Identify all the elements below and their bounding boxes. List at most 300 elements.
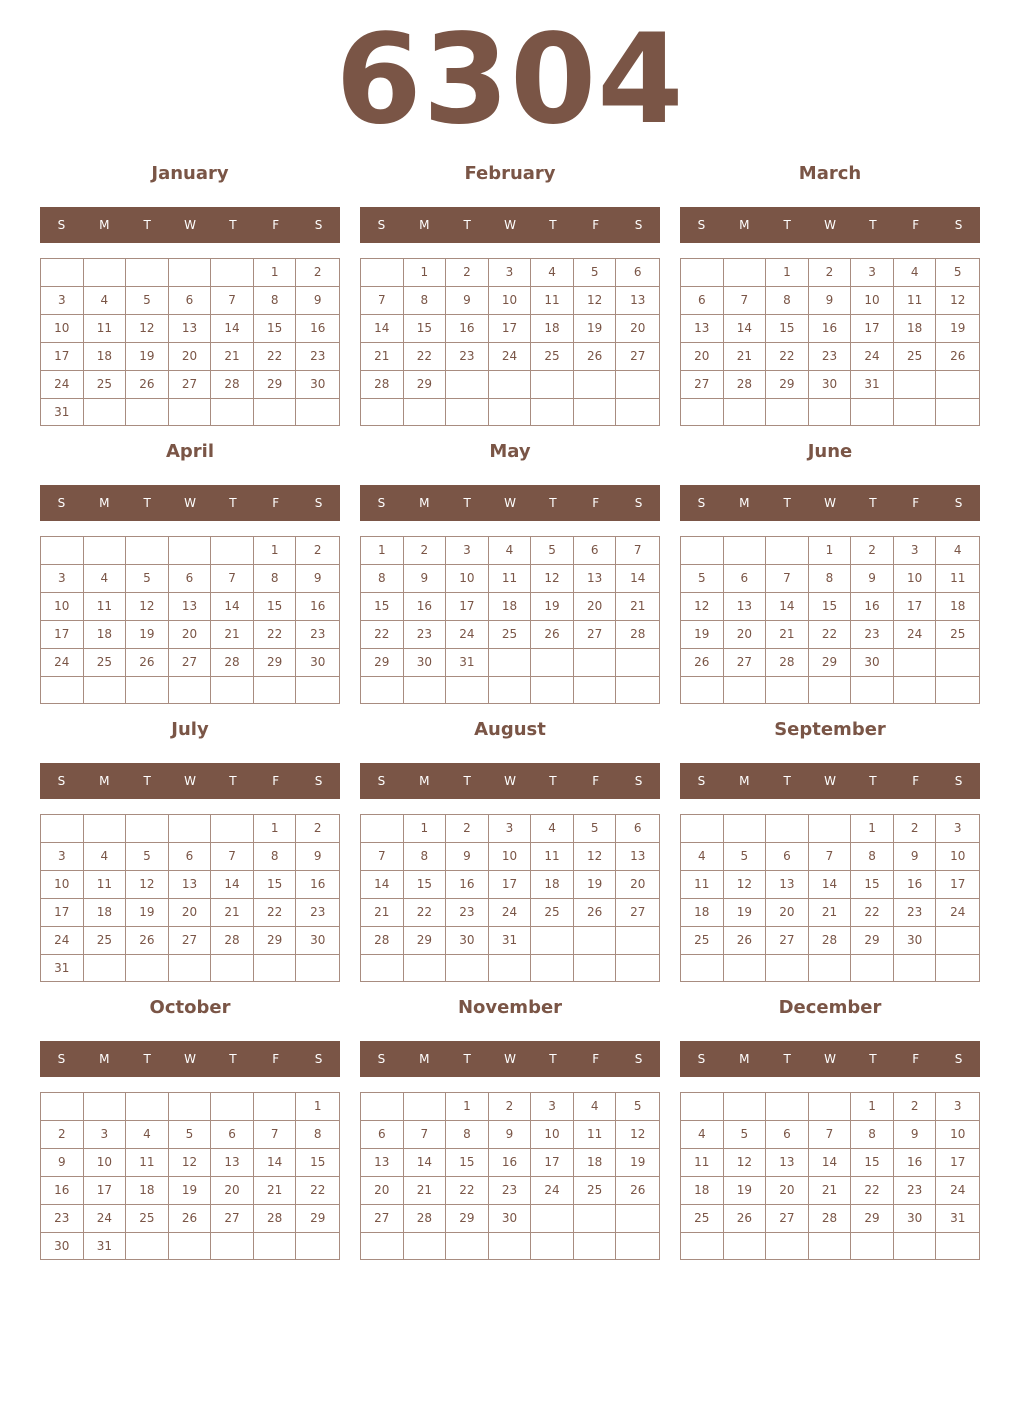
day-cell: 16 xyxy=(296,315,339,343)
day-cell: 22 xyxy=(446,1177,489,1205)
month-name: April xyxy=(165,441,215,462)
day-cell: 29 xyxy=(254,927,297,955)
day-cell: 18 xyxy=(84,343,127,371)
day-cell: 3 xyxy=(489,815,532,843)
empty-cell xyxy=(936,677,979,703)
day-cell: 23 xyxy=(894,899,937,927)
day-cell: 9 xyxy=(894,1121,937,1149)
day-cell: 22 xyxy=(809,621,852,649)
day-cell: 11 xyxy=(84,593,127,621)
day-cell: 29 xyxy=(851,927,894,955)
empty-cell xyxy=(936,927,979,955)
weekday-label: W xyxy=(184,496,196,510)
day-cell: 19 xyxy=(531,593,574,621)
day-cell: 23 xyxy=(446,899,489,927)
day-cell: 27 xyxy=(169,927,212,955)
day-cell: 9 xyxy=(851,565,894,593)
weekday-label: F xyxy=(272,774,280,788)
day-cell: 7 xyxy=(809,843,852,871)
empty-cell xyxy=(681,815,724,843)
day-cell: 21 xyxy=(809,899,852,927)
empty-cell xyxy=(809,955,852,981)
empty-cell xyxy=(211,259,254,287)
day-cell: 23 xyxy=(894,1177,937,1205)
day-cell: 7 xyxy=(211,843,254,871)
day-cell: 29 xyxy=(446,1205,489,1233)
day-cell: 7 xyxy=(211,565,254,593)
year-title: 6304 xyxy=(335,8,685,152)
day-cell: 30 xyxy=(296,649,339,677)
day-cell: 3 xyxy=(446,537,489,565)
day-grid xyxy=(680,536,980,704)
day-cell: 23 xyxy=(851,621,894,649)
day-cell: 31 xyxy=(41,955,84,982)
day-grid xyxy=(680,1092,980,1260)
day-cell: 7 xyxy=(616,537,659,565)
weekday-label: S xyxy=(634,218,643,232)
day-cell: 17 xyxy=(489,871,532,899)
empty-cell xyxy=(851,1233,894,1259)
month-name: May xyxy=(489,441,531,462)
day-cell: 12 xyxy=(681,593,724,621)
day-cell: 9 xyxy=(296,843,339,871)
empty-cell xyxy=(616,955,659,981)
weekday-label: S xyxy=(57,496,66,510)
day-cell: 20 xyxy=(574,593,617,621)
day-cell: 13 xyxy=(766,1149,809,1177)
day-cell: 11 xyxy=(894,287,937,315)
day-cell: 2 xyxy=(894,815,937,843)
weekday-label: T xyxy=(143,218,151,232)
day-cell: 31 xyxy=(41,399,84,426)
empty-cell xyxy=(851,955,894,981)
day-cell: 7 xyxy=(254,1121,297,1149)
empty-cell xyxy=(41,1093,84,1121)
day-cell: 25 xyxy=(894,343,937,371)
day-cell: 8 xyxy=(404,287,447,315)
weekday-header xyxy=(40,1041,340,1077)
weekday-label: S xyxy=(314,496,323,510)
empty-cell xyxy=(936,649,979,677)
day-cell: 29 xyxy=(809,649,852,677)
day-cell: 29 xyxy=(254,649,297,677)
empty-cell xyxy=(296,955,339,982)
empty-cell xyxy=(766,1093,809,1121)
empty-cell xyxy=(361,259,404,287)
weekday-header xyxy=(680,1041,980,1077)
day-cell: 11 xyxy=(574,1121,617,1149)
weekday-label: W xyxy=(504,1052,516,1066)
empty-cell xyxy=(681,537,724,565)
day-cell: 11 xyxy=(936,565,979,593)
empty-cell xyxy=(254,677,297,703)
day-cell: 5 xyxy=(169,1121,212,1149)
empty-cell xyxy=(404,677,447,703)
empty-cell xyxy=(766,537,809,565)
day-grid xyxy=(40,536,340,704)
empty-cell xyxy=(126,1093,169,1121)
day-cell: 4 xyxy=(936,537,979,565)
month-name: July xyxy=(171,719,209,740)
day-cell: 15 xyxy=(254,593,297,621)
weekday-label: S xyxy=(377,496,386,510)
empty-cell xyxy=(446,677,489,703)
empty-cell xyxy=(254,1093,297,1121)
weekday-label: S xyxy=(954,496,963,510)
day-cell: 10 xyxy=(936,843,979,871)
weekday-label: F xyxy=(592,218,600,232)
month-name: November xyxy=(457,997,563,1018)
day-cell: 13 xyxy=(211,1149,254,1177)
weekday-label: S xyxy=(57,218,66,232)
weekday-header xyxy=(40,207,340,243)
day-cell: 19 xyxy=(936,315,979,343)
day-cell: 15 xyxy=(361,593,404,621)
day-cell: 27 xyxy=(574,621,617,649)
day-cell: 2 xyxy=(404,537,447,565)
day-cell: 16 xyxy=(894,1149,937,1177)
day-cell: 19 xyxy=(126,621,169,649)
month-name: June xyxy=(807,441,853,462)
day-cell: 8 xyxy=(296,1121,339,1149)
day-cell: 16 xyxy=(851,593,894,621)
empty-cell xyxy=(681,259,724,287)
empty-cell xyxy=(616,1205,659,1233)
empty-cell xyxy=(616,1233,659,1259)
day-cell: 22 xyxy=(404,899,447,927)
day-cell: 17 xyxy=(84,1177,127,1205)
day-cell: 5 xyxy=(126,843,169,871)
day-cell: 27 xyxy=(361,1205,404,1233)
empty-cell xyxy=(616,927,659,955)
day-cell: 21 xyxy=(211,899,254,927)
day-cell: 3 xyxy=(41,565,84,593)
weekday-label: F xyxy=(272,1052,280,1066)
day-cell: 29 xyxy=(361,649,404,677)
empty-cell xyxy=(84,1093,127,1121)
day-grid xyxy=(360,814,660,982)
weekday-label: T xyxy=(463,774,471,788)
day-cell: 4 xyxy=(894,259,937,287)
weekday-label: S xyxy=(634,496,643,510)
day-cell: 30 xyxy=(296,927,339,955)
empty-cell xyxy=(211,399,254,426)
day-cell: 30 xyxy=(446,927,489,955)
day-cell: 30 xyxy=(894,1205,937,1233)
month-name: August xyxy=(474,719,546,740)
weekday-label: T xyxy=(549,496,557,510)
empty-cell xyxy=(361,1093,404,1121)
day-cell: 8 xyxy=(254,287,297,315)
day-cell: 2 xyxy=(894,1093,937,1121)
day-cell: 24 xyxy=(489,343,532,371)
day-cell: 14 xyxy=(616,565,659,593)
day-cell: 30 xyxy=(851,649,894,677)
day-cell: 7 xyxy=(809,1121,852,1149)
day-cell: 21 xyxy=(404,1177,447,1205)
empty-cell xyxy=(211,815,254,843)
weekday-label: T xyxy=(143,496,151,510)
weekday-label: T xyxy=(869,218,877,232)
day-cell: 28 xyxy=(211,649,254,677)
day-cell: 15 xyxy=(851,871,894,899)
day-cell: 16 xyxy=(404,593,447,621)
empty-cell xyxy=(574,677,617,703)
day-cell: 6 xyxy=(681,287,724,315)
day-cell: 11 xyxy=(489,565,532,593)
day-cell: 8 xyxy=(809,565,852,593)
day-cell: 15 xyxy=(296,1149,339,1177)
day-cell: 25 xyxy=(489,621,532,649)
weekday-label: S xyxy=(634,1052,643,1066)
day-cell: 29 xyxy=(404,927,447,955)
day-cell: 13 xyxy=(766,871,809,899)
day-cell: 14 xyxy=(809,1149,852,1177)
day-cell: 19 xyxy=(574,315,617,343)
day-cell: 6 xyxy=(169,565,212,593)
day-cell: 17 xyxy=(446,593,489,621)
day-cell: 1 xyxy=(404,815,447,843)
day-cell: 2 xyxy=(296,259,339,287)
day-cell: 28 xyxy=(361,371,404,399)
empty-cell xyxy=(724,955,767,981)
empty-cell xyxy=(531,399,574,425)
empty-cell xyxy=(361,815,404,843)
day-cell: 21 xyxy=(361,899,404,927)
day-cell: 5 xyxy=(724,1121,767,1149)
weekday-label: S xyxy=(954,218,963,232)
day-cell: 10 xyxy=(489,287,532,315)
day-cell: 14 xyxy=(211,871,254,899)
weekday-label: T xyxy=(783,496,791,510)
weekday-label: T xyxy=(869,496,877,510)
weekday-label: M xyxy=(419,1052,430,1066)
weekday-label: M xyxy=(419,496,430,510)
day-cell: 20 xyxy=(169,343,212,371)
day-cell: 2 xyxy=(41,1121,84,1149)
weekday-label: F xyxy=(912,774,920,788)
day-cell: 10 xyxy=(41,593,84,621)
empty-cell xyxy=(211,1093,254,1121)
day-cell: 18 xyxy=(489,593,532,621)
empty-cell xyxy=(616,399,659,425)
day-cell: 13 xyxy=(361,1149,404,1177)
weekday-label: T xyxy=(549,1052,557,1066)
day-cell: 4 xyxy=(84,287,127,315)
day-cell: 31 xyxy=(84,1233,127,1260)
weekday-header xyxy=(360,763,660,799)
day-cell: 16 xyxy=(296,871,339,899)
day-cell: 4 xyxy=(84,843,127,871)
weekday-label: S xyxy=(954,1052,963,1066)
day-cell: 27 xyxy=(681,371,724,399)
day-cell: 13 xyxy=(169,593,212,621)
weekday-label: T xyxy=(869,774,877,788)
day-cell: 7 xyxy=(211,287,254,315)
day-cell: 12 xyxy=(616,1121,659,1149)
day-cell: 24 xyxy=(851,343,894,371)
day-cell: 11 xyxy=(126,1149,169,1177)
day-cell: 30 xyxy=(809,371,852,399)
day-cell: 13 xyxy=(616,843,659,871)
weekday-label: S xyxy=(697,496,706,510)
empty-cell xyxy=(404,399,447,425)
day-cell: 28 xyxy=(766,649,809,677)
empty-cell xyxy=(766,955,809,981)
empty-cell xyxy=(809,1233,852,1259)
empty-cell xyxy=(446,955,489,981)
day-cell: 24 xyxy=(446,621,489,649)
day-cell: 7 xyxy=(724,287,767,315)
day-cell: 3 xyxy=(936,1093,979,1121)
weekday-label: M xyxy=(739,774,750,788)
day-cell: 18 xyxy=(531,315,574,343)
day-cell: 18 xyxy=(681,1177,724,1205)
weekday-label: T xyxy=(463,496,471,510)
day-cell: 20 xyxy=(616,315,659,343)
day-cell: 3 xyxy=(531,1093,574,1121)
day-cell: 2 xyxy=(489,1093,532,1121)
day-cell: 1 xyxy=(851,1093,894,1121)
day-cell: 1 xyxy=(296,1093,339,1121)
empty-cell xyxy=(616,371,659,399)
day-cell: 9 xyxy=(296,287,339,315)
day-cell: 22 xyxy=(254,343,297,371)
day-cell: 23 xyxy=(489,1177,532,1205)
day-cell: 7 xyxy=(404,1121,447,1149)
weekday-label: S xyxy=(57,1052,66,1066)
day-cell: 1 xyxy=(361,537,404,565)
day-cell: 21 xyxy=(361,343,404,371)
day-cell: 4 xyxy=(681,843,724,871)
day-cell: 7 xyxy=(361,287,404,315)
weekday-label: T xyxy=(783,774,791,788)
day-cell: 28 xyxy=(211,927,254,955)
empty-cell xyxy=(531,1205,574,1233)
day-cell: 5 xyxy=(724,843,767,871)
day-cell: 1 xyxy=(766,259,809,287)
empty-cell xyxy=(169,399,212,426)
day-cell: 21 xyxy=(211,621,254,649)
day-cell: 27 xyxy=(724,649,767,677)
day-cell: 25 xyxy=(84,371,127,399)
empty-cell xyxy=(574,1205,617,1233)
day-cell: 6 xyxy=(616,815,659,843)
weekday-label: F xyxy=(592,774,600,788)
day-cell: 3 xyxy=(41,287,84,315)
day-cell: 28 xyxy=(404,1205,447,1233)
day-cell: 1 xyxy=(446,1093,489,1121)
day-cell: 20 xyxy=(681,343,724,371)
day-cell: 27 xyxy=(211,1205,254,1233)
day-cell: 12 xyxy=(724,871,767,899)
weekday-label: W xyxy=(824,1052,836,1066)
weekday-label: M xyxy=(739,1052,750,1066)
day-cell: 10 xyxy=(531,1121,574,1149)
empty-cell xyxy=(851,399,894,425)
empty-cell xyxy=(361,677,404,703)
empty-cell xyxy=(724,1093,767,1121)
day-cell: 27 xyxy=(616,899,659,927)
empty-cell xyxy=(574,1233,617,1259)
day-cell: 22 xyxy=(254,621,297,649)
weekday-label: S xyxy=(377,1052,386,1066)
empty-cell xyxy=(169,677,212,703)
weekday-label: W xyxy=(184,218,196,232)
day-cell: 23 xyxy=(41,1205,84,1233)
empty-cell xyxy=(681,1093,724,1121)
day-cell: 5 xyxy=(126,287,169,315)
day-cell: 29 xyxy=(296,1205,339,1233)
day-cell: 12 xyxy=(126,315,169,343)
day-cell: 10 xyxy=(894,565,937,593)
month-name: March xyxy=(798,163,862,184)
day-cell: 21 xyxy=(211,343,254,371)
empty-cell xyxy=(361,1233,404,1259)
weekday-label: T xyxy=(143,1052,151,1066)
day-cell: 15 xyxy=(254,871,297,899)
day-cell: 11 xyxy=(84,315,127,343)
empty-cell xyxy=(254,955,297,982)
day-cell: 19 xyxy=(681,621,724,649)
weekday-label: S xyxy=(697,774,706,788)
empty-cell xyxy=(531,371,574,399)
empty-cell xyxy=(681,955,724,981)
day-cell: 12 xyxy=(574,287,617,315)
day-grid xyxy=(360,536,660,704)
day-cell: 1 xyxy=(254,537,297,565)
day-cell: 6 xyxy=(169,287,212,315)
empty-cell xyxy=(574,649,617,677)
weekday-label: W xyxy=(824,218,836,232)
empty-cell xyxy=(851,677,894,703)
day-cell: 29 xyxy=(254,371,297,399)
day-cell: 31 xyxy=(446,649,489,677)
day-cell: 5 xyxy=(616,1093,659,1121)
day-cell: 28 xyxy=(809,927,852,955)
day-cell: 15 xyxy=(851,1149,894,1177)
day-cell: 9 xyxy=(296,565,339,593)
day-cell: 8 xyxy=(851,1121,894,1149)
empty-cell xyxy=(41,815,84,843)
day-cell: 22 xyxy=(404,343,447,371)
weekday-label: S xyxy=(377,774,386,788)
weekday-label: S xyxy=(634,774,643,788)
day-cell: 4 xyxy=(531,259,574,287)
day-cell: 25 xyxy=(84,649,127,677)
day-cell: 21 xyxy=(766,621,809,649)
empty-cell xyxy=(126,677,169,703)
day-cell: 17 xyxy=(851,315,894,343)
empty-cell xyxy=(724,537,767,565)
day-grid xyxy=(40,814,340,982)
day-cell: 21 xyxy=(809,1177,852,1205)
day-cell: 19 xyxy=(724,899,767,927)
day-cell: 2 xyxy=(296,537,339,565)
day-cell: 16 xyxy=(41,1177,84,1205)
empty-cell xyxy=(681,399,724,425)
day-cell: 25 xyxy=(531,343,574,371)
empty-cell xyxy=(41,259,84,287)
day-cell: 17 xyxy=(894,593,937,621)
day-cell: 20 xyxy=(361,1177,404,1205)
day-cell: 10 xyxy=(851,287,894,315)
day-cell: 14 xyxy=(361,315,404,343)
day-cell: 20 xyxy=(724,621,767,649)
day-cell: 9 xyxy=(809,287,852,315)
empty-cell xyxy=(616,677,659,703)
empty-cell xyxy=(126,537,169,565)
